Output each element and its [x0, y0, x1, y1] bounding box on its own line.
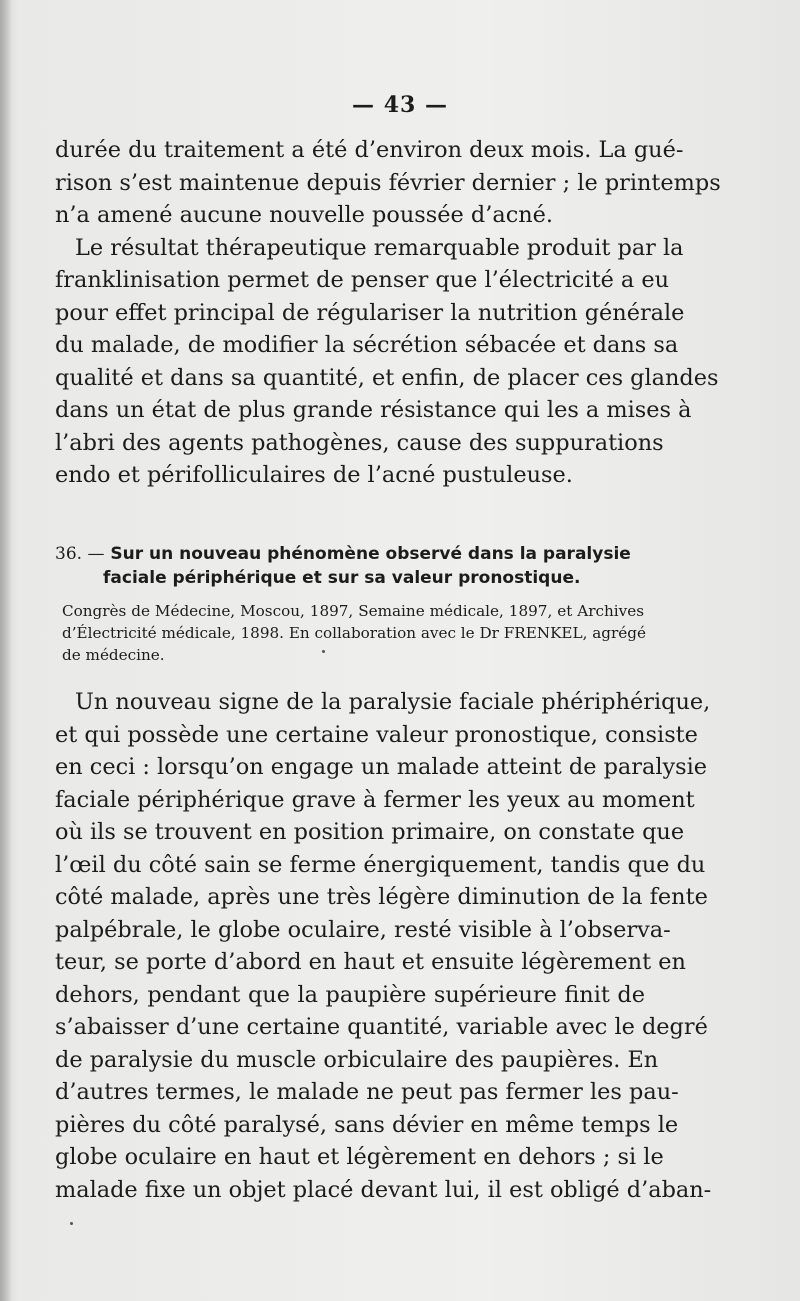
body-text-bottom [55, 686, 712, 1206]
reference-line: d’Électricité médicale, 1898. En collaboration avec le Dr FRENKEL, agrégé [62, 624, 646, 642]
text-line: l’œil du côté sain se ferme énergiquement, tandis que du [55, 851, 706, 878]
reference-line: de médecine. [62, 646, 165, 664]
text-line: pour effet principal de régulariser la nutrition générale [55, 299, 685, 326]
text-line: malade fixe un objet placé devant lui, il est obligé d’aban- [55, 1176, 712, 1203]
text-line: où ils se trouvent en position primaire, on constate que [55, 819, 685, 845]
text-line: Un nouveau signe de la paralysie faciale phériphérique, [75, 689, 711, 715]
text-line: globe oculaire en haut et légèrement en dehors ; si le [55, 1144, 664, 1170]
text-line: franklinisation permet de penser que l’électricité a eu [55, 267, 670, 293]
text-line: côté malade, après une très légère diminution de la fente [55, 884, 708, 910]
text-line: s’abaisser d’une certaine quantité, variable avec le degré [55, 1014, 708, 1040]
text-line: de paralysie du muscle orbiculaire des paupières. En [55, 1046, 659, 1073]
text-line: rison s’est maintenue depuis février dernier ; le printemps [55, 169, 721, 196]
text-line: palpébrale, le globe oculaire, resté visible à l’observa- [55, 916, 671, 943]
section-number: 36. — [55, 544, 105, 564]
text-line: n’a amené aucune nouvelle poussée d’acné. [55, 202, 554, 228]
page-number: — 43 — [352, 92, 448, 118]
binding-shadow [0, 0, 12, 1301]
text-line: endo et périfolliculaires de l’acné pustuleuse. [55, 462, 573, 488]
text-line: pières du côté paralysé, sans dévier en même temps le [55, 1111, 679, 1138]
text-line: Le résultat thérapeutique remarquable produit par la [75, 234, 684, 261]
text-line: faciale périphérique grave à fermer les yeux au moment [55, 786, 695, 813]
text-line: l’abri des agents pathogènes, cause des suppurations [55, 429, 664, 456]
paragraph-result [55, 232, 719, 492]
text-line: teur, se porte d’abord en haut et ensuite légèrement en [55, 949, 686, 975]
section-title-part-2: faciale périphérique et sur sa valeur pronostique. [103, 568, 581, 588]
reference-line: Congrès de Médecine, Moscou, 1897, Semaine médicale, 1897, et Archives [62, 602, 644, 620]
text-line: d’autres termes, le malade ne peut pas fermer les pau- [55, 1079, 679, 1105]
text-line: dehors, pendant que la paupière supérieure finit de [55, 981, 645, 1008]
paragraph-continuation [55, 134, 721, 232]
text-line: dans un état de plus grande résistance qui les a mises à [55, 397, 692, 423]
print-speck [322, 650, 325, 653]
text-line: du malade, de modifier la sécrétion sébacée et dans sa [55, 332, 679, 358]
section-heading-line-1 [55, 542, 645, 566]
section-heading [55, 542, 645, 590]
print-speck [70, 1222, 73, 1225]
text-line: qualité et dans sa quantité, et enfin, de placer ces glandes [55, 364, 719, 391]
body-text-top [55, 134, 721, 492]
bibliographic-reference [62, 600, 644, 666]
text-line: et qui possède une certaine valeur pronostique, consiste [55, 721, 698, 748]
text-line: durée du traitement a été d’environ deux mois. La gué- [55, 137, 684, 163]
section-title-part-1: Sur un nouveau phénomène observé dans la paralysie [110, 544, 631, 564]
text-line: en ceci : lorsqu’on engage un malade atteint de paralysie [55, 754, 708, 780]
